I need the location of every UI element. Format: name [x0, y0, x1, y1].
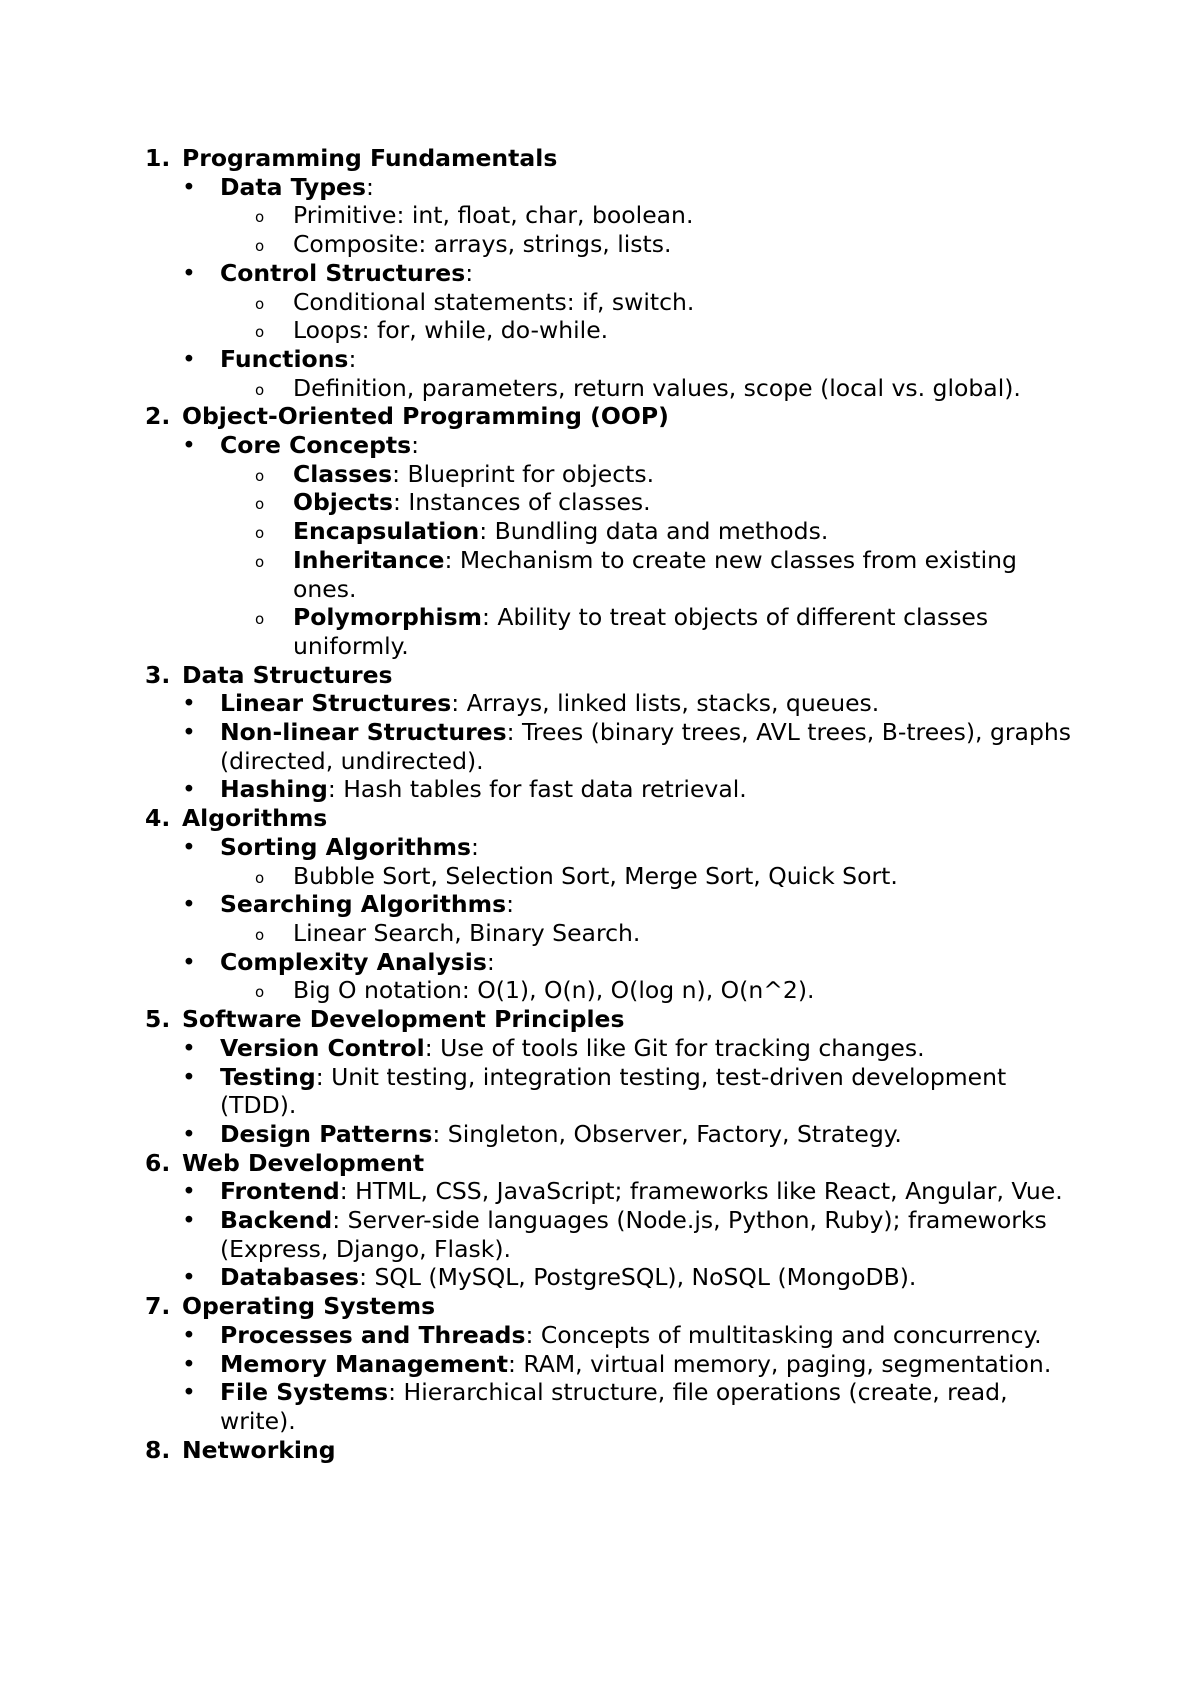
list-item	[145, 431, 1085, 460]
sub-item	[145, 201, 1085, 230]
section	[145, 1292, 1085, 1436]
section-heading	[145, 1292, 1085, 1321]
sub-item	[145, 603, 1085, 660]
section-number: 7.	[145, 1292, 171, 1321]
section-number: 1.	[145, 144, 171, 172]
sub-item	[145, 546, 1085, 603]
sub-item-term: Inheritance	[293, 545, 445, 574]
list-item	[145, 1177, 1085, 1206]
circle-bullet-icon: o	[255, 237, 265, 256]
section-title: Algorithms	[182, 804, 328, 833]
item-term: Memory Management	[220, 1349, 509, 1378]
bullet-icon: •	[182, 1378, 196, 1407]
item-text: :	[465, 258, 474, 287]
bullet-icon: •	[182, 258, 196, 287]
sub-item-text: Primitive: int, float, char, boolean.	[293, 201, 694, 230]
section-number: 5.	[145, 1005, 171, 1034]
section	[145, 402, 1085, 660]
circle-bullet-icon: o	[255, 466, 265, 485]
item-text: :	[411, 431, 420, 460]
bullet-icon: •	[182, 1119, 196, 1148]
circle-bullet-icon: o	[255, 208, 265, 227]
list-item	[145, 1120, 1085, 1149]
item-text: : HTML, CSS, JavaScript; frameworks like React, Angular, Vue.	[339, 1177, 1063, 1206]
item-term: Data Types	[220, 172, 366, 201]
section-heading	[145, 804, 1085, 833]
section-title: Web Development	[182, 1148, 425, 1177]
item-term: Linear Structures	[220, 689, 452, 718]
sub-item	[145, 488, 1085, 517]
section-title: Programming Fundamentals	[182, 144, 558, 172]
list-item	[145, 948, 1085, 977]
bullet-icon: •	[182, 1206, 196, 1235]
section	[145, 1436, 1085, 1465]
bullet-icon: •	[182, 1033, 196, 1062]
sub-item	[145, 288, 1085, 317]
sub-item-text: : Blueprint for objects.	[392, 459, 655, 488]
section	[145, 1149, 1085, 1293]
item-term: Control Structures	[220, 258, 466, 287]
list-item	[145, 718, 1085, 775]
list-item	[145, 1378, 1085, 1435]
section-heading	[145, 1436, 1085, 1465]
sub-item-text: Definition, parameters, return values, scope (local vs. global).	[293, 373, 1021, 402]
list-item	[145, 890, 1085, 919]
list-item	[145, 689, 1085, 718]
item-term: Core Concepts	[220, 431, 412, 460]
item-term: Sorting Algorithms	[220, 832, 471, 861]
circle-bullet-icon: o	[255, 868, 265, 887]
item-term: Backend	[220, 1206, 333, 1235]
item-term: Databases	[220, 1263, 360, 1292]
outline-list	[145, 144, 1085, 1464]
sub-item-text: : Bundling data and methods.	[479, 517, 829, 546]
bullet-icon: •	[182, 947, 196, 976]
section-heading	[145, 1149, 1085, 1178]
sub-item-text: : Mechanism to create new classes from existing ones.	[293, 545, 1017, 603]
item-text: : Trees (binary trees, AVL trees, B-trees), graphs (directed, undirected).	[220, 718, 1071, 775]
section-title: Software Development Principles	[182, 1005, 625, 1034]
item-term: Frontend	[220, 1177, 340, 1206]
section-title: Object-Oriented Programming (OOP)	[182, 402, 669, 431]
bullet-icon: •	[182, 1349, 196, 1378]
circle-bullet-icon: o	[255, 925, 265, 944]
circle-bullet-icon: o	[255, 524, 265, 543]
item-text: : Unit testing, integration testing, test-driven development (TDD).	[220, 1062, 1007, 1120]
sub-item	[145, 517, 1085, 546]
circle-bullet-icon: o	[255, 983, 265, 1002]
item-text: : Hash tables for fast data retrieval.	[327, 775, 747, 804]
list-item	[145, 1206, 1085, 1263]
sub-item	[145, 230, 1085, 259]
section-title: Data Structures	[182, 660, 393, 689]
section	[145, 144, 1085, 402]
section	[145, 804, 1085, 1005]
item-text: : Hierarchical structure, file operations (create, read, write).	[220, 1378, 1008, 1435]
section-number: 4.	[145, 804, 171, 833]
item-term: Hashing	[220, 775, 328, 804]
circle-bullet-icon: o	[255, 552, 265, 571]
bullet-icon: •	[182, 775, 196, 804]
item-term: Functions	[220, 344, 349, 373]
section-heading	[145, 1005, 1085, 1034]
item-term: Version Control	[220, 1033, 425, 1062]
section-number: 6.	[145, 1148, 171, 1177]
sub-item-text: Big O notation: O(1), O(n), O(log n), O(n^2).	[293, 976, 815, 1005]
list-item	[145, 1034, 1085, 1063]
section-title: Operating Systems	[182, 1292, 436, 1321]
list-item	[145, 1350, 1085, 1379]
circle-bullet-icon: o	[255, 610, 265, 629]
section-heading	[145, 144, 1085, 173]
item-text: :	[365, 172, 374, 201]
item-text: :	[486, 947, 495, 976]
bullet-icon: •	[182, 718, 196, 747]
sub-item	[145, 374, 1085, 403]
item-text: : Arrays, linked lists, stacks, queues.	[451, 689, 880, 718]
sub-item-text: Loops: for, while, do-while.	[293, 316, 609, 345]
list-item	[145, 1063, 1085, 1120]
sub-item	[145, 460, 1085, 489]
item-text: : RAM, virtual memory, paging, segmentation.	[508, 1349, 1052, 1378]
circle-bullet-icon: o	[255, 294, 265, 313]
sub-item-text: Linear Search, Binary Search.	[293, 918, 641, 947]
bullet-icon: •	[182, 1320, 196, 1349]
sub-item-term: Polymorphism	[293, 603, 483, 632]
sub-item	[145, 862, 1085, 891]
circle-bullet-icon: o	[255, 323, 265, 342]
item-text: : Server-side languages (Node.js, Python, Ruby); frameworks (Express, Django, Flask).	[220, 1206, 1047, 1263]
sub-item-text: : Ability to treat objects of different classes uniformly.	[293, 603, 989, 660]
sub-item	[145, 316, 1085, 345]
item-term: Design Patterns	[220, 1119, 433, 1148]
bullet-icon: •	[182, 1062, 196, 1091]
sub-item-term: Encapsulation	[293, 517, 480, 546]
circle-bullet-icon: o	[255, 380, 265, 399]
item-term: Processes and Threads	[220, 1320, 526, 1349]
item-text: : SQL (MySQL, PostgreSQL), NoSQL (MongoDB).	[359, 1263, 917, 1292]
item-term: Searching Algorithms	[220, 890, 507, 919]
item-text: : Use of tools like Git for tracking changes.	[424, 1033, 925, 1062]
bullet-icon: •	[182, 890, 196, 919]
section	[145, 661, 1085, 805]
item-text: :	[506, 890, 514, 919]
circle-bullet-icon: o	[255, 495, 265, 514]
list-item	[145, 345, 1085, 374]
sub-item	[145, 976, 1085, 1005]
sub-item-term: Classes	[293, 459, 393, 488]
item-text: : Singleton, Observer, Factory, Strategy.	[432, 1119, 902, 1148]
section-number: 3.	[145, 660, 171, 689]
bullet-icon: •	[182, 344, 196, 373]
section-title: Networking	[182, 1435, 336, 1464]
item-text: :	[348, 344, 357, 373]
sub-item-text: Composite: arrays, strings, lists.	[293, 230, 672, 259]
item-text: : Concepts of multitasking and concurrency.	[525, 1320, 1042, 1349]
sub-item-term: Objects	[293, 488, 393, 517]
section-number: 2.	[145, 402, 171, 431]
bullet-icon: •	[182, 1263, 196, 1292]
bullet-icon: •	[182, 431, 196, 460]
list-item	[145, 833, 1085, 862]
bullet-icon: •	[182, 172, 196, 201]
item-term: Testing	[220, 1062, 316, 1091]
list-item	[145, 173, 1085, 202]
item-term: Non-linear Structures	[220, 718, 507, 747]
sub-item-text: Conditional statements: if, switch.	[293, 287, 695, 316]
section	[145, 1005, 1085, 1149]
item-term: File Systems	[220, 1378, 389, 1407]
list-item	[145, 775, 1085, 804]
bullet-icon: •	[182, 1177, 196, 1206]
sub-item-text: : Instances of classes.	[392, 488, 651, 517]
bullet-icon: •	[182, 832, 196, 861]
bullet-icon: •	[182, 689, 196, 718]
section-heading	[145, 661, 1085, 690]
list-item	[145, 259, 1085, 288]
section-heading	[145, 402, 1085, 431]
sub-item	[145, 919, 1085, 948]
sub-item-text: Bubble Sort, Selection Sort, Merge Sort, Quick Sort.	[293, 861, 898, 890]
item-term: Complexity Analysis	[220, 947, 487, 976]
item-text: :	[470, 832, 479, 861]
list-item	[145, 1321, 1085, 1350]
list-item	[145, 1263, 1085, 1292]
section-number: 8.	[145, 1435, 171, 1464]
